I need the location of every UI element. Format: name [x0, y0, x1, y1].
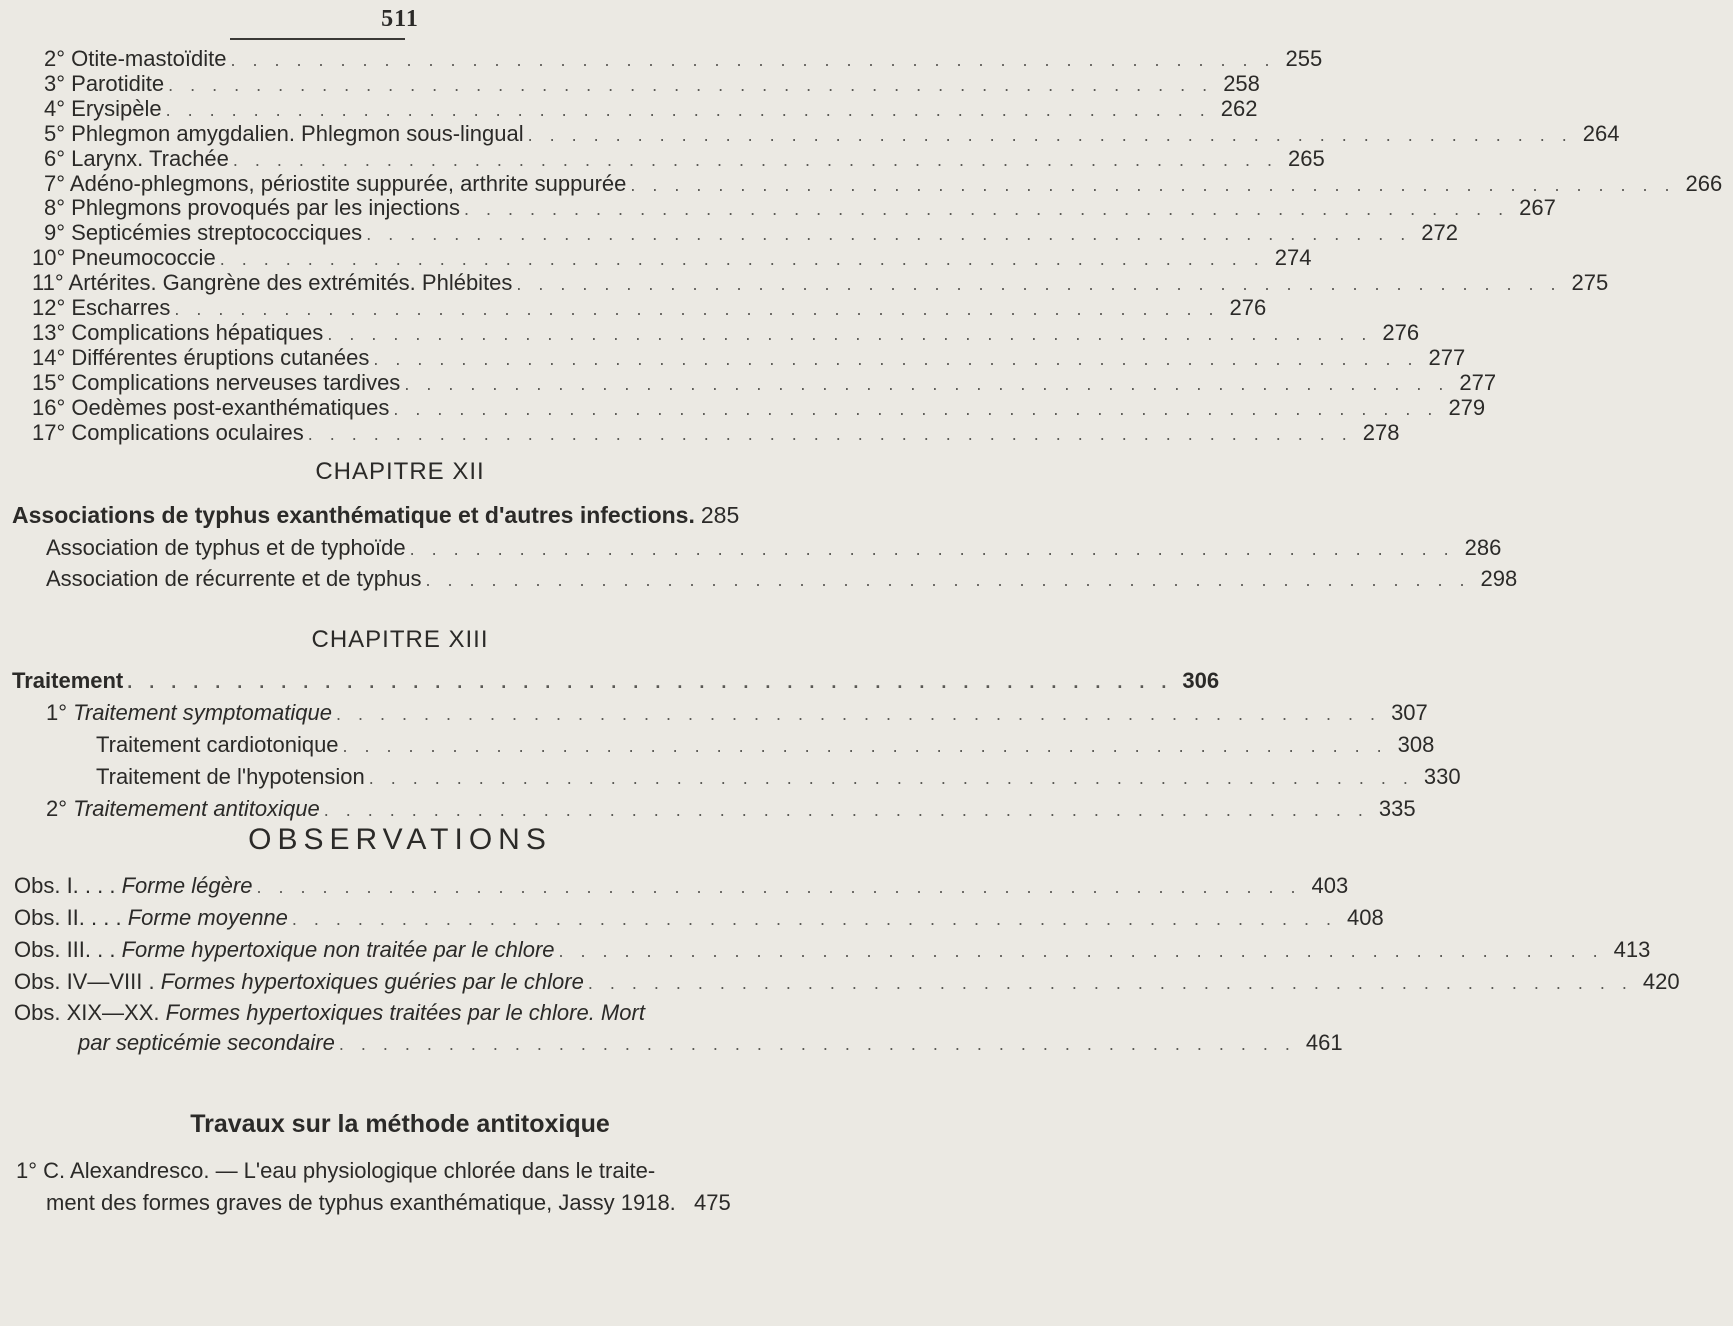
dot-leader: . . . . . . . . . . . . . . . . . . . . . . . . . . . . . . . . . . . . . . . . . . . . . . . .	[342, 736, 1388, 756]
toc-item-label: 3° Parotidite	[44, 70, 165, 96]
toc-item-label: 5° Phlegmon amygdalien. Phlegmon sous-lingual	[44, 120, 524, 146]
dot-leader: . . . . . . . . . . . . . . . . . . . . . . . . . . . . . . . . . . . . . . . . . . . . . . . .	[219, 249, 1265, 270]
toc-item	[46, 796, 1416, 826]
chapter-13-title-row	[12, 668, 1220, 698]
chapter-13-heading: CHAPITRE XIII	[311, 626, 489, 653]
observation-page: 461	[1305, 1030, 1343, 1055]
observations-heading: OBSERVATIONS	[248, 823, 552, 856]
travaux-heading: Travaux sur la méthode antitoxique	[190, 1110, 610, 1138]
dot-leader: . . . . . . . . . . . . . . . . . . . . . . . . . . . . . . . . . . . . . . . . . . . . . . . .	[230, 50, 1276, 70]
observation-label: Formes hypertoxiques traitées par le chlore. Mort	[165, 1000, 645, 1025]
chapter-12-heading: CHAPITRE XII	[315, 458, 485, 485]
toc-item-label: 4° Erysipèle	[44, 95, 162, 121]
dot-leader: . . . . . . . . . . . . . . . . . . . . . . . . . . . . . . . . . . . . . . . . . . . . . . . .	[558, 941, 1604, 961]
dot-leader: . . . . . . . . . . . . . . . . . . . . . . . . . . . . . . . . . . . . . . . . . . . . . . . .	[307, 423, 1353, 444]
dot-leader: . . . . . . . . . . . . . . . . . . . . . . . . . . . . . . . . . . . . . . . . . . . . . . . .	[425, 570, 1471, 590]
dot-leader: . . . . . . . . . . . . . . . . . . . . . . . . . . . . . . . . . . . . . . . . . . . . . . . .	[464, 199, 1510, 220]
toc-item-page: 307	[1391, 700, 1428, 725]
travaux-entry-page: 475	[694, 1190, 731, 1215]
toc-item-page: 277	[1459, 369, 1497, 395]
toc-item-label: 11° Artérites. Gangrène des extrémités. Phlébites	[32, 270, 513, 296]
dot-leader: . . . . . . . . . . . . . . . . . . . . . . . . . . . . . . . . . . . . . . . . . . . . . . . .	[630, 174, 1676, 195]
chapter-12-title-row	[12, 502, 740, 532]
toc-item-page: 277	[1428, 344, 1466, 370]
observation-label: Forme moyenne	[127, 905, 288, 930]
dot-leader: . . . . . . . . . . . . . . . . . . . . . . . . . . . . . . . . . . . . . . . . . . . . . . . .	[168, 74, 1214, 95]
dot-leader: . . . . . . . . . . . . . . . . . . . . . . . . . . . . . . . . . . . . . . . . . . . . . . . .	[127, 672, 1173, 692]
toc-item	[96, 732, 1435, 762]
chapter-12-title-page: 285	[700, 502, 740, 528]
observation-row	[14, 969, 1680, 999]
page-number: 511	[381, 6, 419, 32]
toc-item-prefix: 1°	[46, 700, 74, 725]
toc-item-page: 262	[1220, 95, 1258, 121]
observation-number: Obs. II. . . .	[14, 905, 122, 930]
toc-item-label: Traitement symptomatique	[73, 700, 332, 725]
toc-item-label: 6° Larynx. Trachée	[44, 145, 229, 171]
toc-item-page: 286	[1464, 535, 1502, 560]
toc-item-page: 265	[1288, 145, 1325, 171]
observation-page: 403	[1311, 873, 1349, 898]
toc-item-page: 279	[1448, 394, 1486, 420]
toc-item-prefix: 2°	[46, 796, 74, 821]
dot-leader: . . . . . . . . . . . . . . . . . . . . . . . . . . . . . . . . . . . . . . . . . . . . . . . .	[165, 99, 1211, 120]
chapter-13-title-page: 306	[1182, 668, 1220, 693]
observation-page: 408	[1347, 905, 1384, 930]
chapter-13-title: Traitement	[12, 668, 124, 693]
toc-item-page: 308	[1397, 732, 1435, 757]
toc-item-page: 272	[1421, 220, 1458, 246]
toc-item-label: 15° Complications nerveuses tardives	[32, 369, 401, 395]
toc-item-label: 9° Septicémies streptococciques	[44, 220, 363, 246]
chapter-12-title: Associations de typhus exanthématique et d'autres infections.	[12, 502, 695, 528]
toc-item-label: 2° Otite-mastoïdite	[44, 46, 227, 71]
observation-number: Obs. III. . .	[14, 937, 116, 962]
observation-row	[14, 873, 1349, 903]
toc-item-label: Association de typhus et de typhoïde	[46, 535, 406, 560]
dot-leader: . . . . . . . . . . . . . . . . . . . . . . . . . . . . . . . . . . . . . . . . . . . . . . . .	[404, 373, 1450, 394]
toc-item-page: 274	[1274, 245, 1312, 271]
toc-item-label: Traitement cardiotonique	[96, 732, 339, 757]
observation-label-continued: par septicémie secondaire	[78, 1030, 335, 1055]
observation-row-last-continued	[78, 1030, 1343, 1060]
toc-item-page: 330	[1423, 764, 1461, 789]
dot-leader: . . . . . . . . . . . . . . . . . . . . . . . . . . . . . . . . . . . . . . . . . . . .	[338, 1034, 1296, 1054]
observation-row-last	[14, 1000, 740, 1030]
toc-item-label: 14° Différentes éruptions cutanées	[32, 344, 370, 370]
observation-number: Obs. I. . . .	[14, 873, 116, 898]
dot-leader: . . . . . . . . . . . . . . . . . . . . . . . . . . . . . . . . . . . . . . . . . . . . . . . .	[373, 348, 1419, 369]
toc-item	[32, 419, 1400, 450]
toc-item-page: 264	[1582, 120, 1620, 146]
toc-item-page: 258	[1223, 70, 1260, 96]
toc-item-label: 7° Adéno-phlegmons, périostite suppurée, arthrite suppurée	[44, 170, 627, 196]
observation-label: Formes hypertoxiques guéries par le chlore	[160, 969, 584, 994]
dot-leader: . . . . . . . . . . . . . . . . . . . . . . . . . . . . . . . . . . . . . . . . . . . . . . . .	[256, 877, 1302, 897]
toc-item-page: 276	[1382, 319, 1420, 345]
dot-leader: . . . . . . . . . . . . . . . . . . . . . . . . . . . . . . . . . . . . . . . . . . . . . . . .	[327, 323, 1373, 344]
dot-leader: . . . . . . . . . . . . . . . . . . . . . . . . . . . . . . . . . . . . . . . . . . . . . . . .	[366, 224, 1412, 245]
toc-item-page: 275	[1571, 270, 1609, 296]
toc-item	[46, 566, 1518, 596]
observation-label: Forme légère	[121, 873, 253, 898]
toc-item-page: 255	[1285, 46, 1323, 71]
toc-item-label: Traitemement antitoxique	[73, 796, 320, 821]
dot-leader: . . . . . . . . . . . . . . . . . . . . . . . . . . . . . . . . . . . . . . . . . . . . . . . .	[527, 124, 1573, 145]
dot-leader: . . . . . . . . . . . . . . . . . . . . . . . . . . . . . . . . . . . . . . . . . . . . . . . .	[516, 274, 1562, 295]
toc-item	[46, 535, 1502, 565]
toc-item	[46, 700, 1428, 730]
toc-item-page: 267	[1519, 195, 1556, 221]
toc-item-label: Association de récurrente et de typhus	[46, 566, 422, 591]
dot-leader: . . . . . . . . . . . . . . . . . . . . . . . . . . . . . . . . . . . . . . . . . . . . . . . .	[587, 973, 1633, 993]
toc-item-label: 17° Complications oculaires	[32, 419, 304, 445]
toc-item-page: 278	[1362, 419, 1400, 445]
observation-number: Obs. XIX—XX.	[14, 1000, 160, 1025]
toc-item-page: 335	[1378, 796, 1416, 821]
toc-item-label: 10° Pneumococcie	[32, 245, 216, 271]
toc-item-label: 8° Phlegmons provoqués par les injections	[44, 195, 461, 221]
dot-leader: . . . . . . . . . . . . . . . . . . . . . . . . . . . . . . . . . . . . . . . . . . . . . . . .	[393, 398, 1439, 419]
toc-item-page: 266	[1685, 170, 1723, 196]
toc-item-page: 298	[1480, 566, 1518, 591]
header-rule	[230, 38, 405, 40]
toc-item-label: 13° Complications hépatiques	[32, 319, 324, 345]
toc-item-label: 12° Escharres	[32, 295, 171, 320]
dot-leader: . . . . . . . . . . . . . . . . . . . . . . . . . . . . . . . . . . . . . . . . . . . . . . . .	[368, 768, 1414, 788]
dot-leader: . . . . . . . . . . . . . . . . . . . . . . . . . . . . . . . . . . . . . . . . . . . . . . . .	[232, 149, 1278, 170]
observation-page: 413	[1613, 937, 1651, 962]
toc-item-label: 16° Oedèmes post-exanthématiques	[32, 394, 390, 420]
dot-leader: . . . . . . . . . . . . . . . . . . . . . . . . . . . . . . . . . . . . . . . . . . . . . . . .	[409, 539, 1455, 559]
dot-leader: . . . . . . . . . . . . . . . . . . . . . . . . . . . . . . . . . . . . . . . . . . . . . . . .	[174, 299, 1220, 319]
toc-item-page: 276	[1229, 295, 1267, 320]
toc-item	[96, 764, 1461, 794]
dot-leader: . . . . . . . . . . . . . . . . . . . . . . . . . . . . . . . . . . . . . . . . . . . . . . . .	[323, 800, 1369, 820]
dot-leader: . . . . . . . . . . . . . . . . . . . . . . . . . . . . . . . . . . . . . . . . . . . . . . . .	[335, 704, 1382, 724]
observation-number: Obs. IV—VIII .	[14, 969, 155, 994]
observation-page: 420	[1642, 969, 1680, 994]
observation-label: Forme hypertoxique non traitée par le chlore	[121, 937, 555, 962]
observation-row	[14, 937, 1651, 967]
toc-item-label: Traitement de l'hypotension	[96, 764, 365, 789]
travaux-entry-line-1: 1° C. Alexandresco. — L'eau physiologique chlorée dans le traite-	[16, 1158, 656, 1183]
dot-leader: . . . . . . . . . . . . . . . . . . . . . . . . . . . . . . . . . . . . . . . . . . . . . . . .	[291, 909, 1337, 929]
travaux-entry-line-2: ment des formes graves de typhus exanthématique, Jassy 1918.	[46, 1190, 676, 1215]
observation-row	[14, 905, 1384, 935]
